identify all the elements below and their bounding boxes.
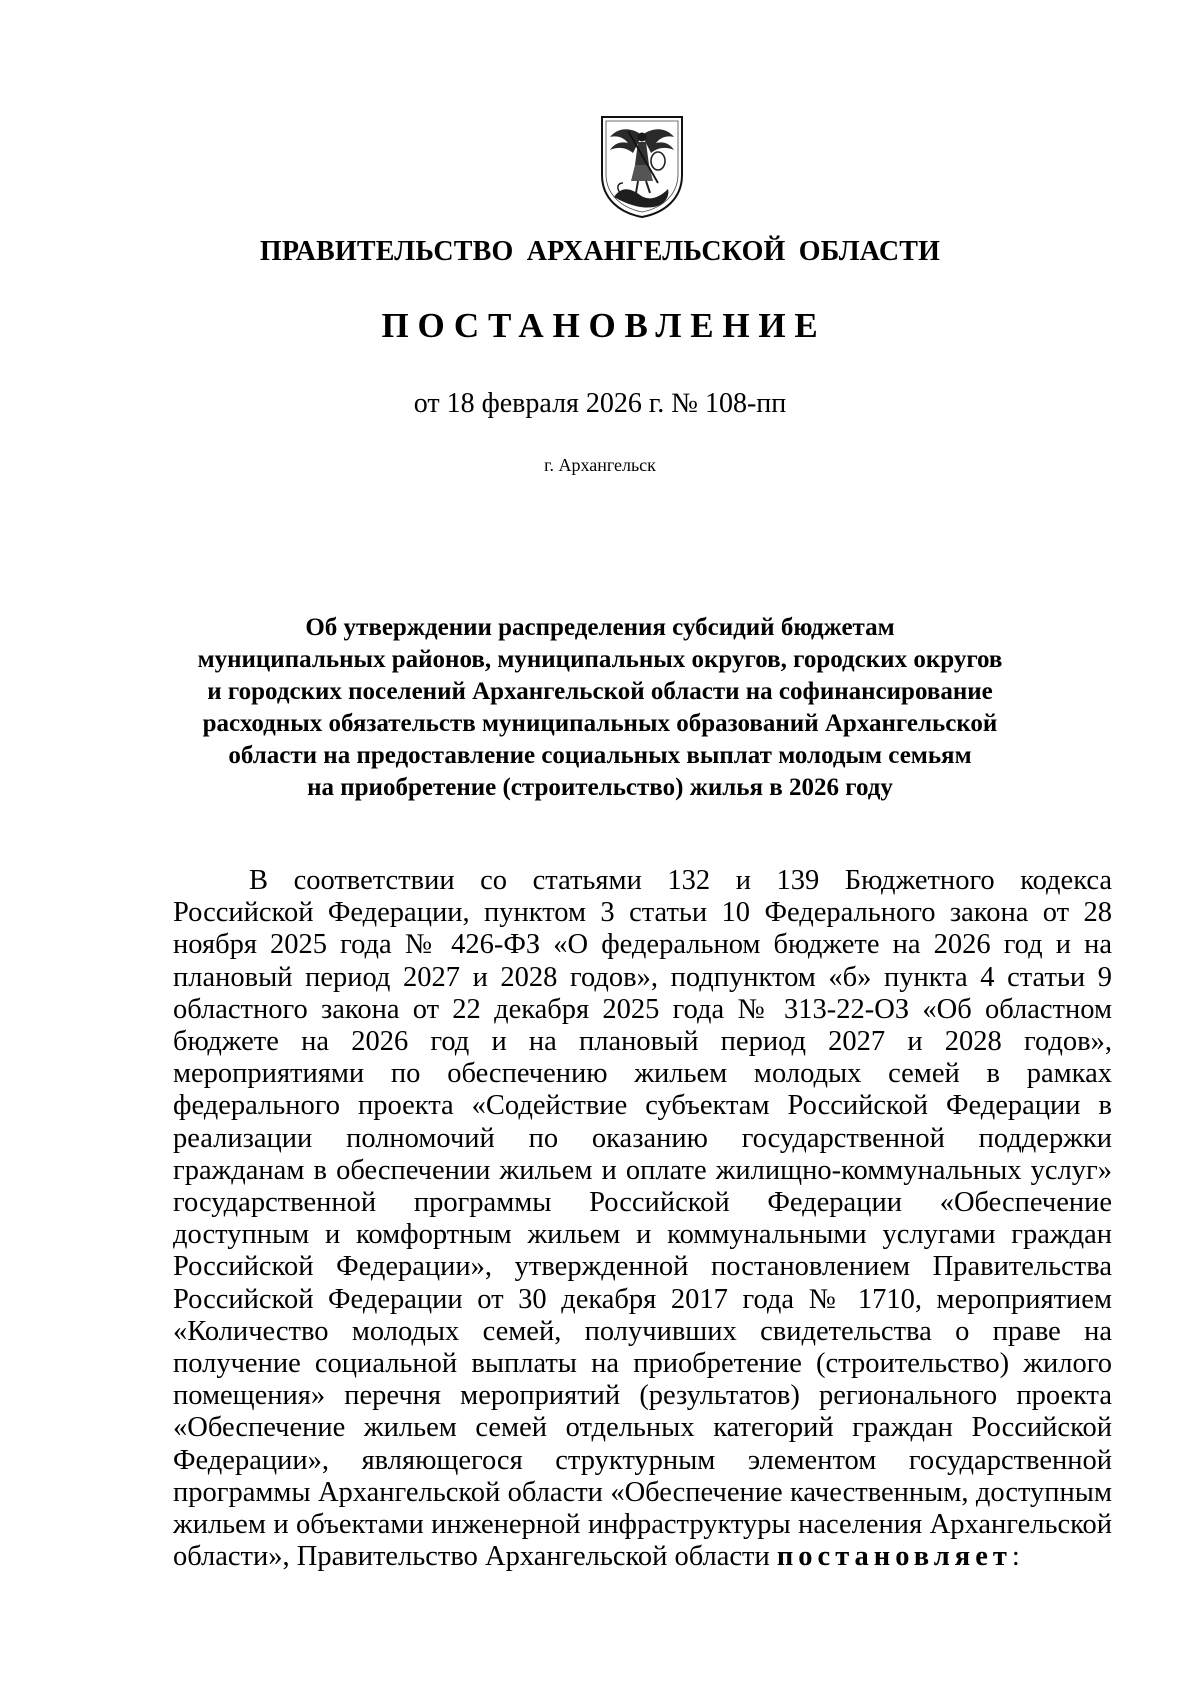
title-line: и городских поселений Архангельской области на софинансирование	[207, 678, 993, 705]
document-date-number: от 18 февраля 2026 г. № 108-пп	[413, 388, 787, 419]
document-title	[150, 612, 1050, 804]
document-type: ПОСТАНОВЛЕНИЕ	[381, 306, 827, 345]
preamble-text: В соответствии со статьями 132 и 139 Бюджетного кодекса Российской Федерации, пунктом 3 статьи 10 Федерального закона от 28 ноября 2025 года № 426-ФЗ «О федеральном бюджете на 2026 год и на плановый период 2027 и 2028 годов», подпунктом «б» пункта 4 статьи 9 областного закона от 22 декабря 2025 года № 313-22-ОЗ «Об областном бюджете на 2026 год и на плановый период 2027 и 2028 годов», мероприятиями по обеспечению жильем молодых семей в рамках федерального проекта «Содействие субъектам Российской Федерации в реализации полномочий по оказанию государственной поддержки гражданам в обеспечении жильем и оплате жилищно-коммунальных услуг» государственной программы Российской Федерации «Обеспечение доступным и комфортным жильем и коммунальными услугами граждан Российской Федерации», утвержденной постановлением Правительства Российской Федерации от 30 декабря 2017 года № 1710, мероприятием «Количество молодых семей, получивших свидетельства о праве на получение социальной выплаты на приобретение (строительство) жилого помещения» перечня мероприятий (результатов) регионального проекта «Обеспечение жильем семей отдельных категорий граждан Российской Федерации», являющегося структурным элементом государственной программы Архангельской области «Обеспечение качественным, доступным жильем и объектами инженерной инфраструктуры населения Архангельской области», Правительство Архангельской области	[173, 865, 1112, 1573]
trailing-colon: :	[1011, 1541, 1020, 1573]
resolves-word: постановляет	[776, 1541, 1012, 1573]
title-line: на приобретение (строительство) жилья в 2026 году	[307, 774, 893, 801]
issuing-authority: ПРАВИТЕЛЬСТВО АРХАНГЕЛЬСКОЙ ОБЛАСТИ	[259, 236, 941, 267]
title-line: Об утверждении распределения субсидий бюджетам	[305, 614, 895, 641]
title-line: расходных обязательств муниципальных образований Архангельской	[202, 710, 998, 737]
title-line: муниципальных районов, муниципальных округов, городских округов	[197, 646, 1003, 673]
title-line: области на предоставление социальных выплат молодым семьям	[228, 742, 972, 769]
archangel-michael-coat-of-arms-icon	[598, 113, 686, 219]
document-city: г. Архангельск	[544, 455, 656, 475]
preamble-paragraph	[173, 865, 1112, 1573]
